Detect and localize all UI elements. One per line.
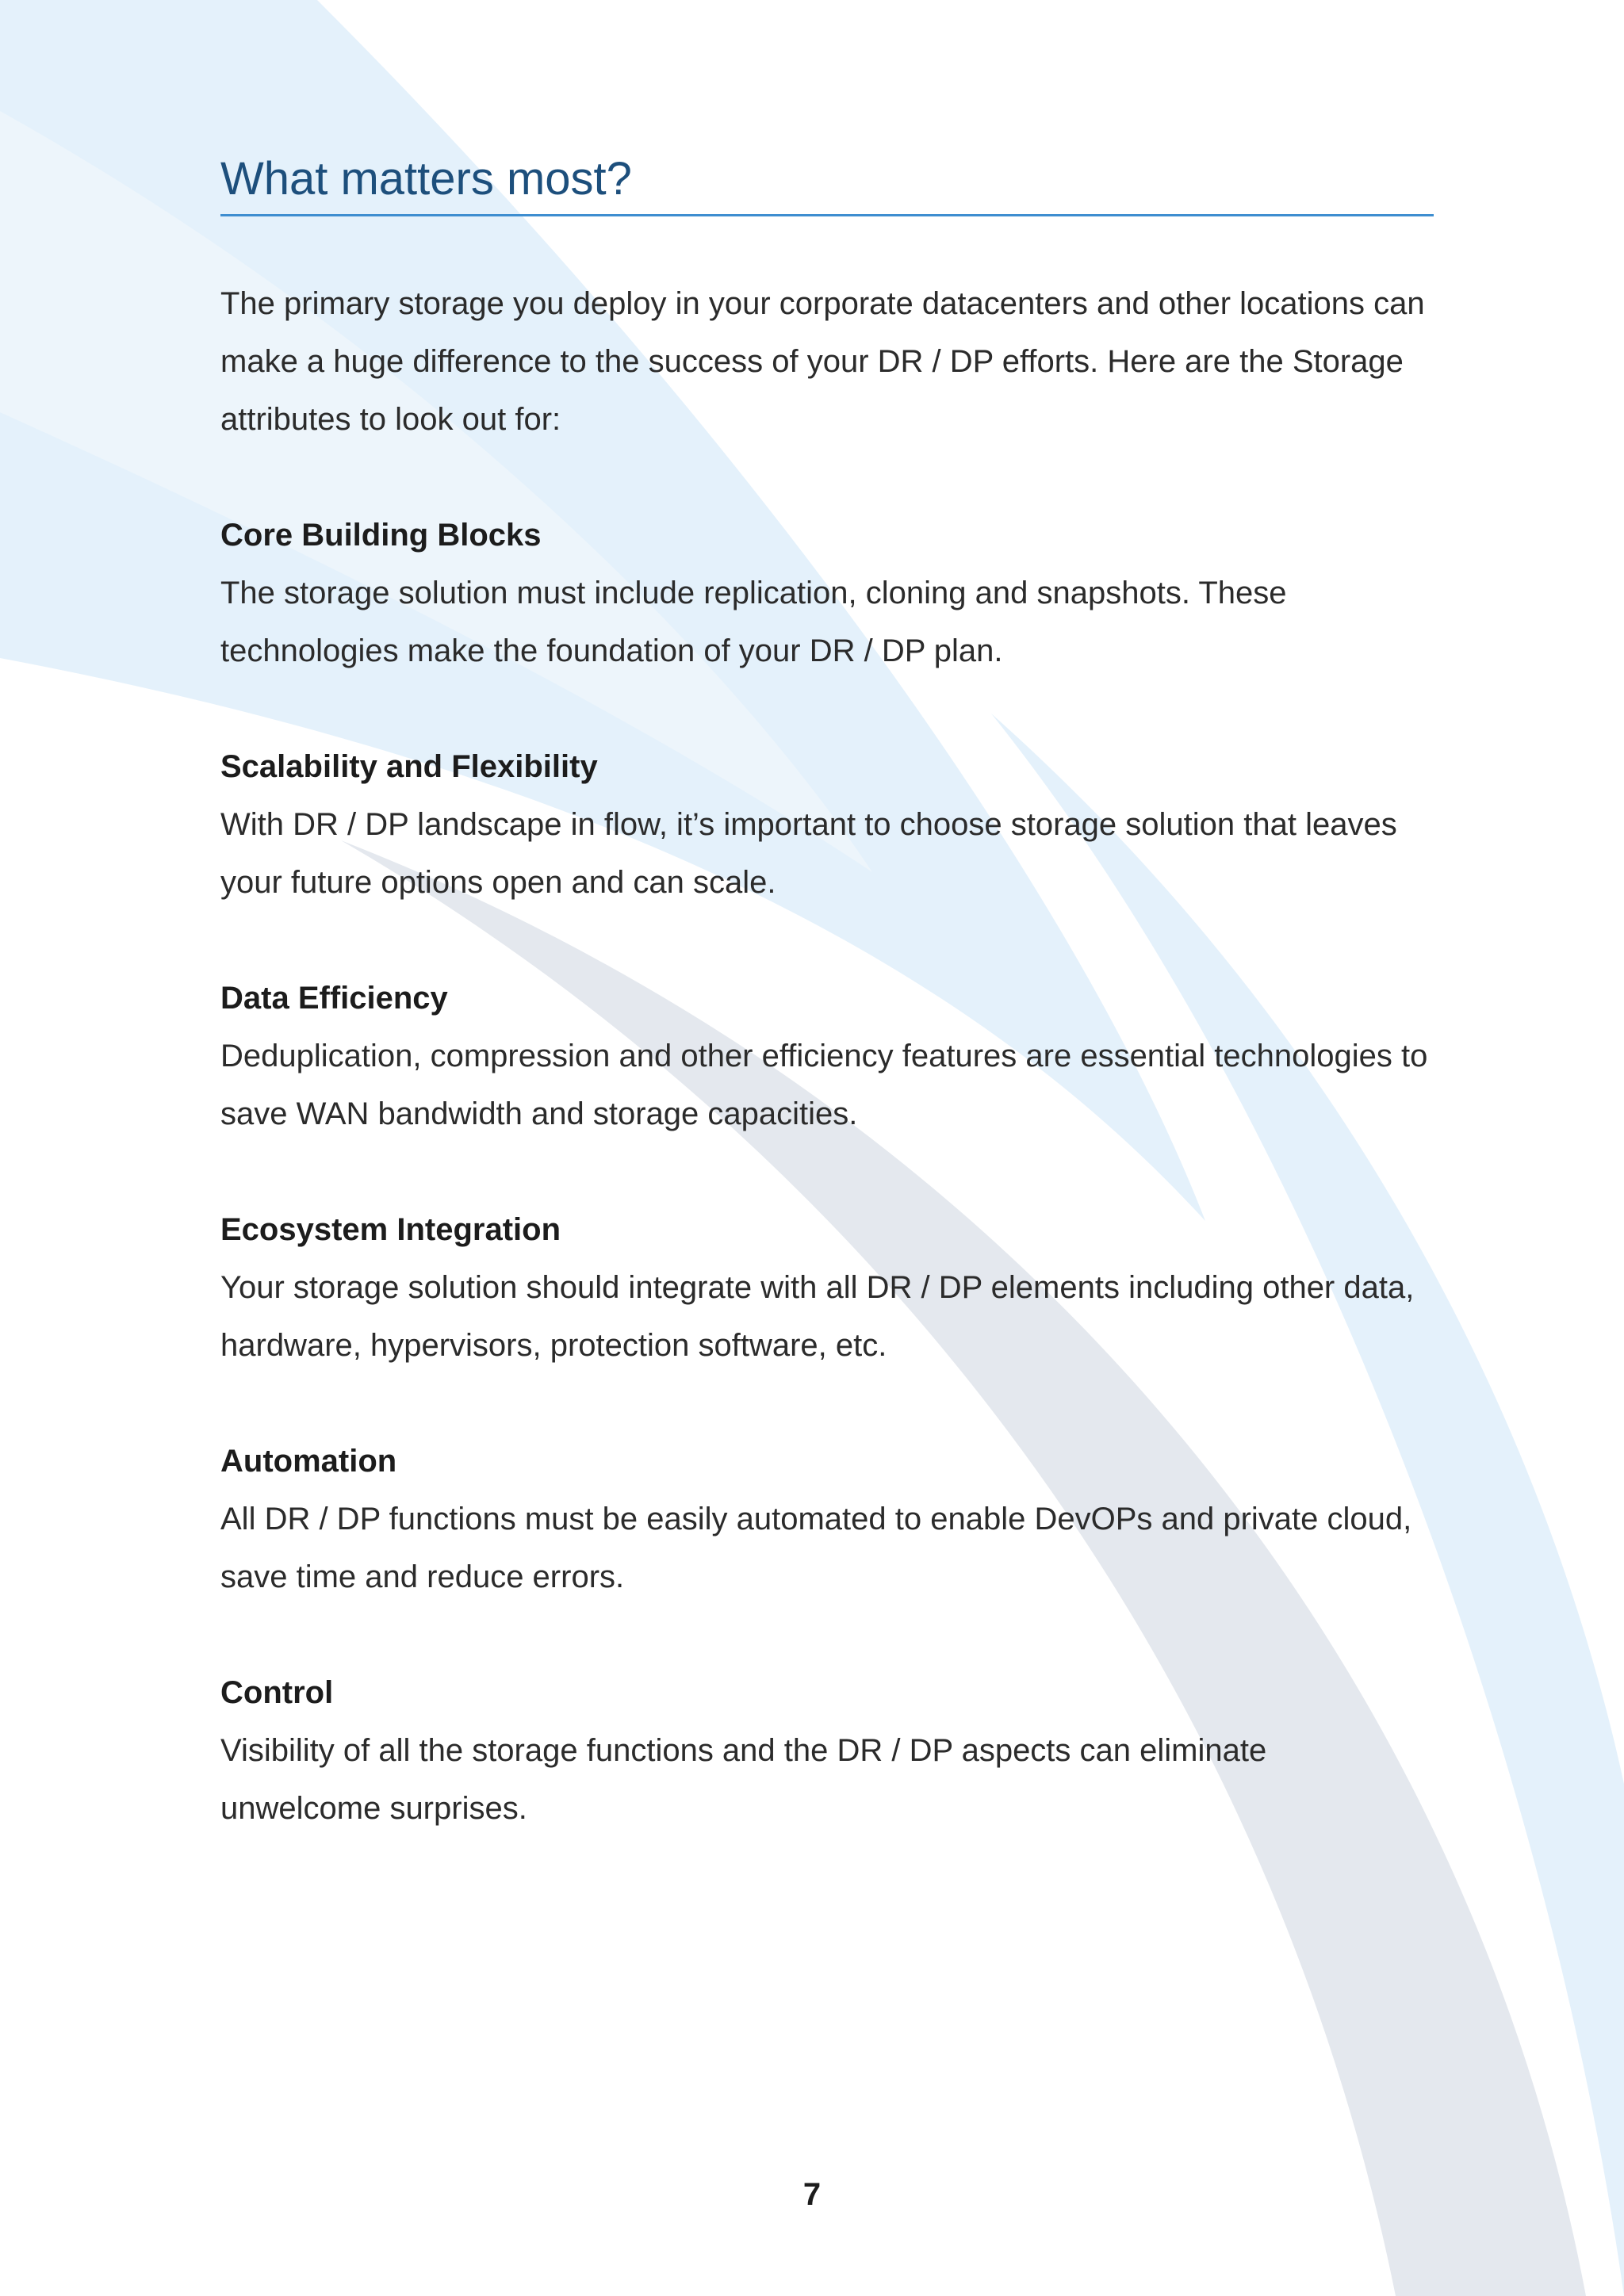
section-heading: Scalability and Flexibility <box>220 749 598 784</box>
section-heading: Control <box>220 1675 334 1710</box>
intro-paragraph: The primary storage you deploy in your corporate datacenters and other locations can make a huge difference to the success of your DR / DP efforts. Here are the Storage attributes to look out for: <box>220 286 1425 437</box>
section-heading: Ecosystem Integration <box>220 1212 561 1247</box>
section-heading: Data Efficiency <box>220 981 448 1016</box>
section-heading: Automation <box>220 1444 397 1479</box>
section-data-efficiency <box>220 970 1434 1143</box>
section-body: All DR / DP functions must be easily automated to enable DevOPs and private cloud, save time and reduce errors. <box>220 1502 1412 1594</box>
section-automation <box>220 1433 1434 1606</box>
page-number: 7 <box>802 2177 822 2212</box>
section-body: Visibility of all the storage functions and the DR / DP aspects can eliminate unwelcome surprises. <box>220 1733 1267 1826</box>
main-content <box>220 151 1434 1838</box>
section-body: Deduplication, compression and other efficiency features are essential technologies to save WAN bandwidth and storage capacities. <box>220 1039 1428 1131</box>
section-body: The storage solution must include replication, cloning and snapshots. These technologies make the foundation of your DR / DP plan. <box>220 576 1287 668</box>
section-ecosystem-integration <box>220 1201 1434 1375</box>
section-body: Your storage solution should integrate with all DR / DP elements including other data, hardware, hypervisors, protection software, etc. <box>220 1270 1415 1363</box>
section-heading: Core Building Blocks <box>220 518 542 553</box>
section-control <box>220 1664 1434 1838</box>
section-body: With DR / DP landscape in flow, it’s important to choose storage solution that leaves your future options open and can scale. <box>220 807 1397 900</box>
section-scalability-flexibility <box>220 738 1434 912</box>
page-title: What matters most? <box>220 151 1434 216</box>
section-core-building-blocks <box>220 507 1434 680</box>
